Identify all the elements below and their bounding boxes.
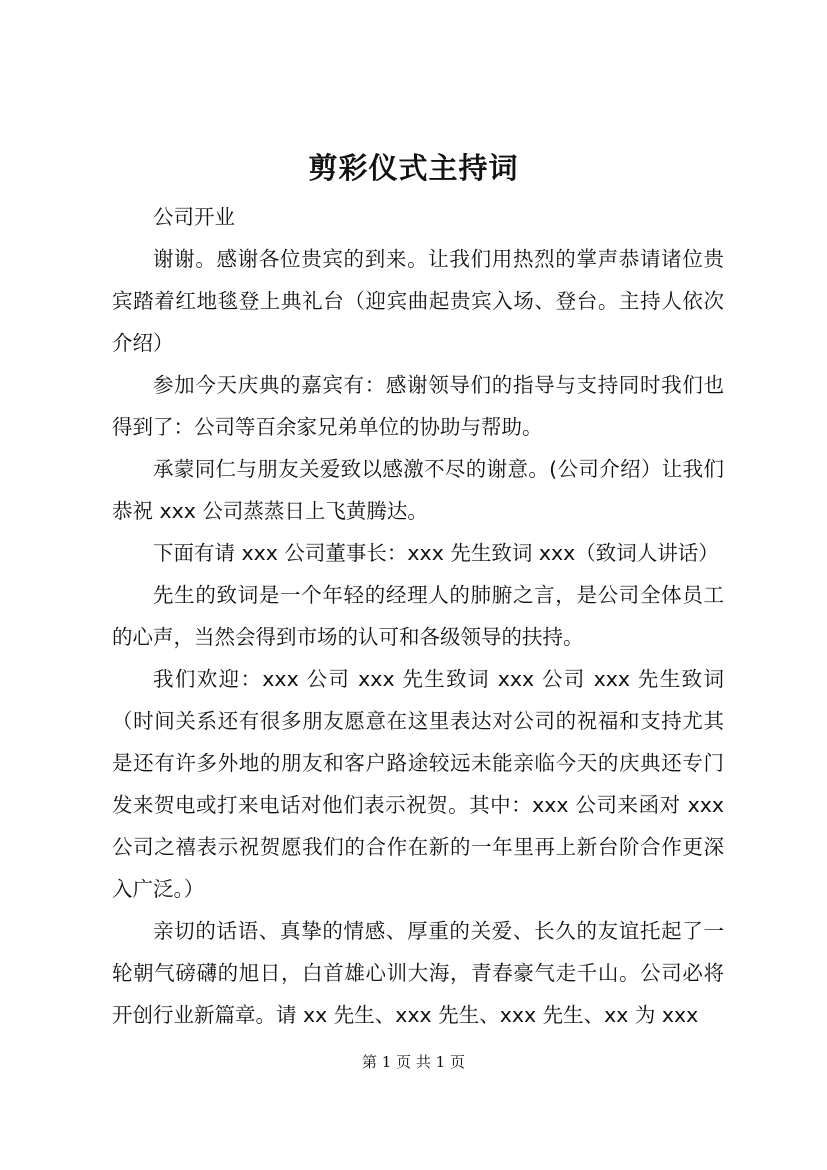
paragraph-speech-comment: 先生的致词是一个年轻的经理人的肺腑之言，是公司全体员工的心声，当然会得到市场的认可和各级领导的扶持。	[112, 583, 724, 649]
document-body	[112, 196, 724, 1036]
page-title: 剪彩仪式主持词	[308, 151, 519, 185]
paragraph-closing: 亲切的话语、真挚的情感、厚重的关爱、长久的友谊托起了一轮朝气磅礴的旭日，白首雄心训大海，青春豪气走千山。公司必将开创行业新篇章。请 xx 先生、xxx 先生、xxx 先生、xx 为 xxx	[112, 919, 724, 1027]
page-footer: 第 1 页 共 1 页	[362, 1053, 465, 1071]
paragraph-guest-introduction: 参加今天庆典的嘉宾有：感谢领导们的指导与支持同时我们也得到了：公司等百余家兄弟单位的协助与帮助。	[112, 373, 724, 439]
paragraph-chairman-speech: 下面有请 xxx 公司董事长：xxx 先生致词 xxx（致词人讲话）	[153, 541, 719, 565]
paragraph-thanks: 承蒙同仁与朋友关爱致以感激不尽的谢意。(公司介绍）让我们恭祝 xxx 公司蒸蒸日上飞黄腾达。	[112, 457, 724, 523]
paragraph-company-opening: 公司开业	[153, 205, 235, 229]
paragraph-congratulations: 我们欢迎：xxx 公司 xxx 先生致词 xxx 公司 xxx 先生致词（时间关系还有很多朋友愿意在这里表达对公司的祝福和支持尤其是还有许多外地的朋友和客户路途较远未能亲临今天的庆典还专门发来贺电或打来电话对他们表示祝贺。其中：xxx 公司来函对 xxx 公司之禧表示祝贺愿我们的合作在新的一年里再上新台阶合作更深入广泛。）	[112, 667, 724, 901]
paragraph-welcome-guests: 谢谢。感谢各位贵宾的到来。让我们用热烈的掌声恭请诸位贵宾踏着红地毯登上典礼台（迎宾曲起贵宾入场、登台。主持人依次介绍）	[112, 247, 724, 355]
